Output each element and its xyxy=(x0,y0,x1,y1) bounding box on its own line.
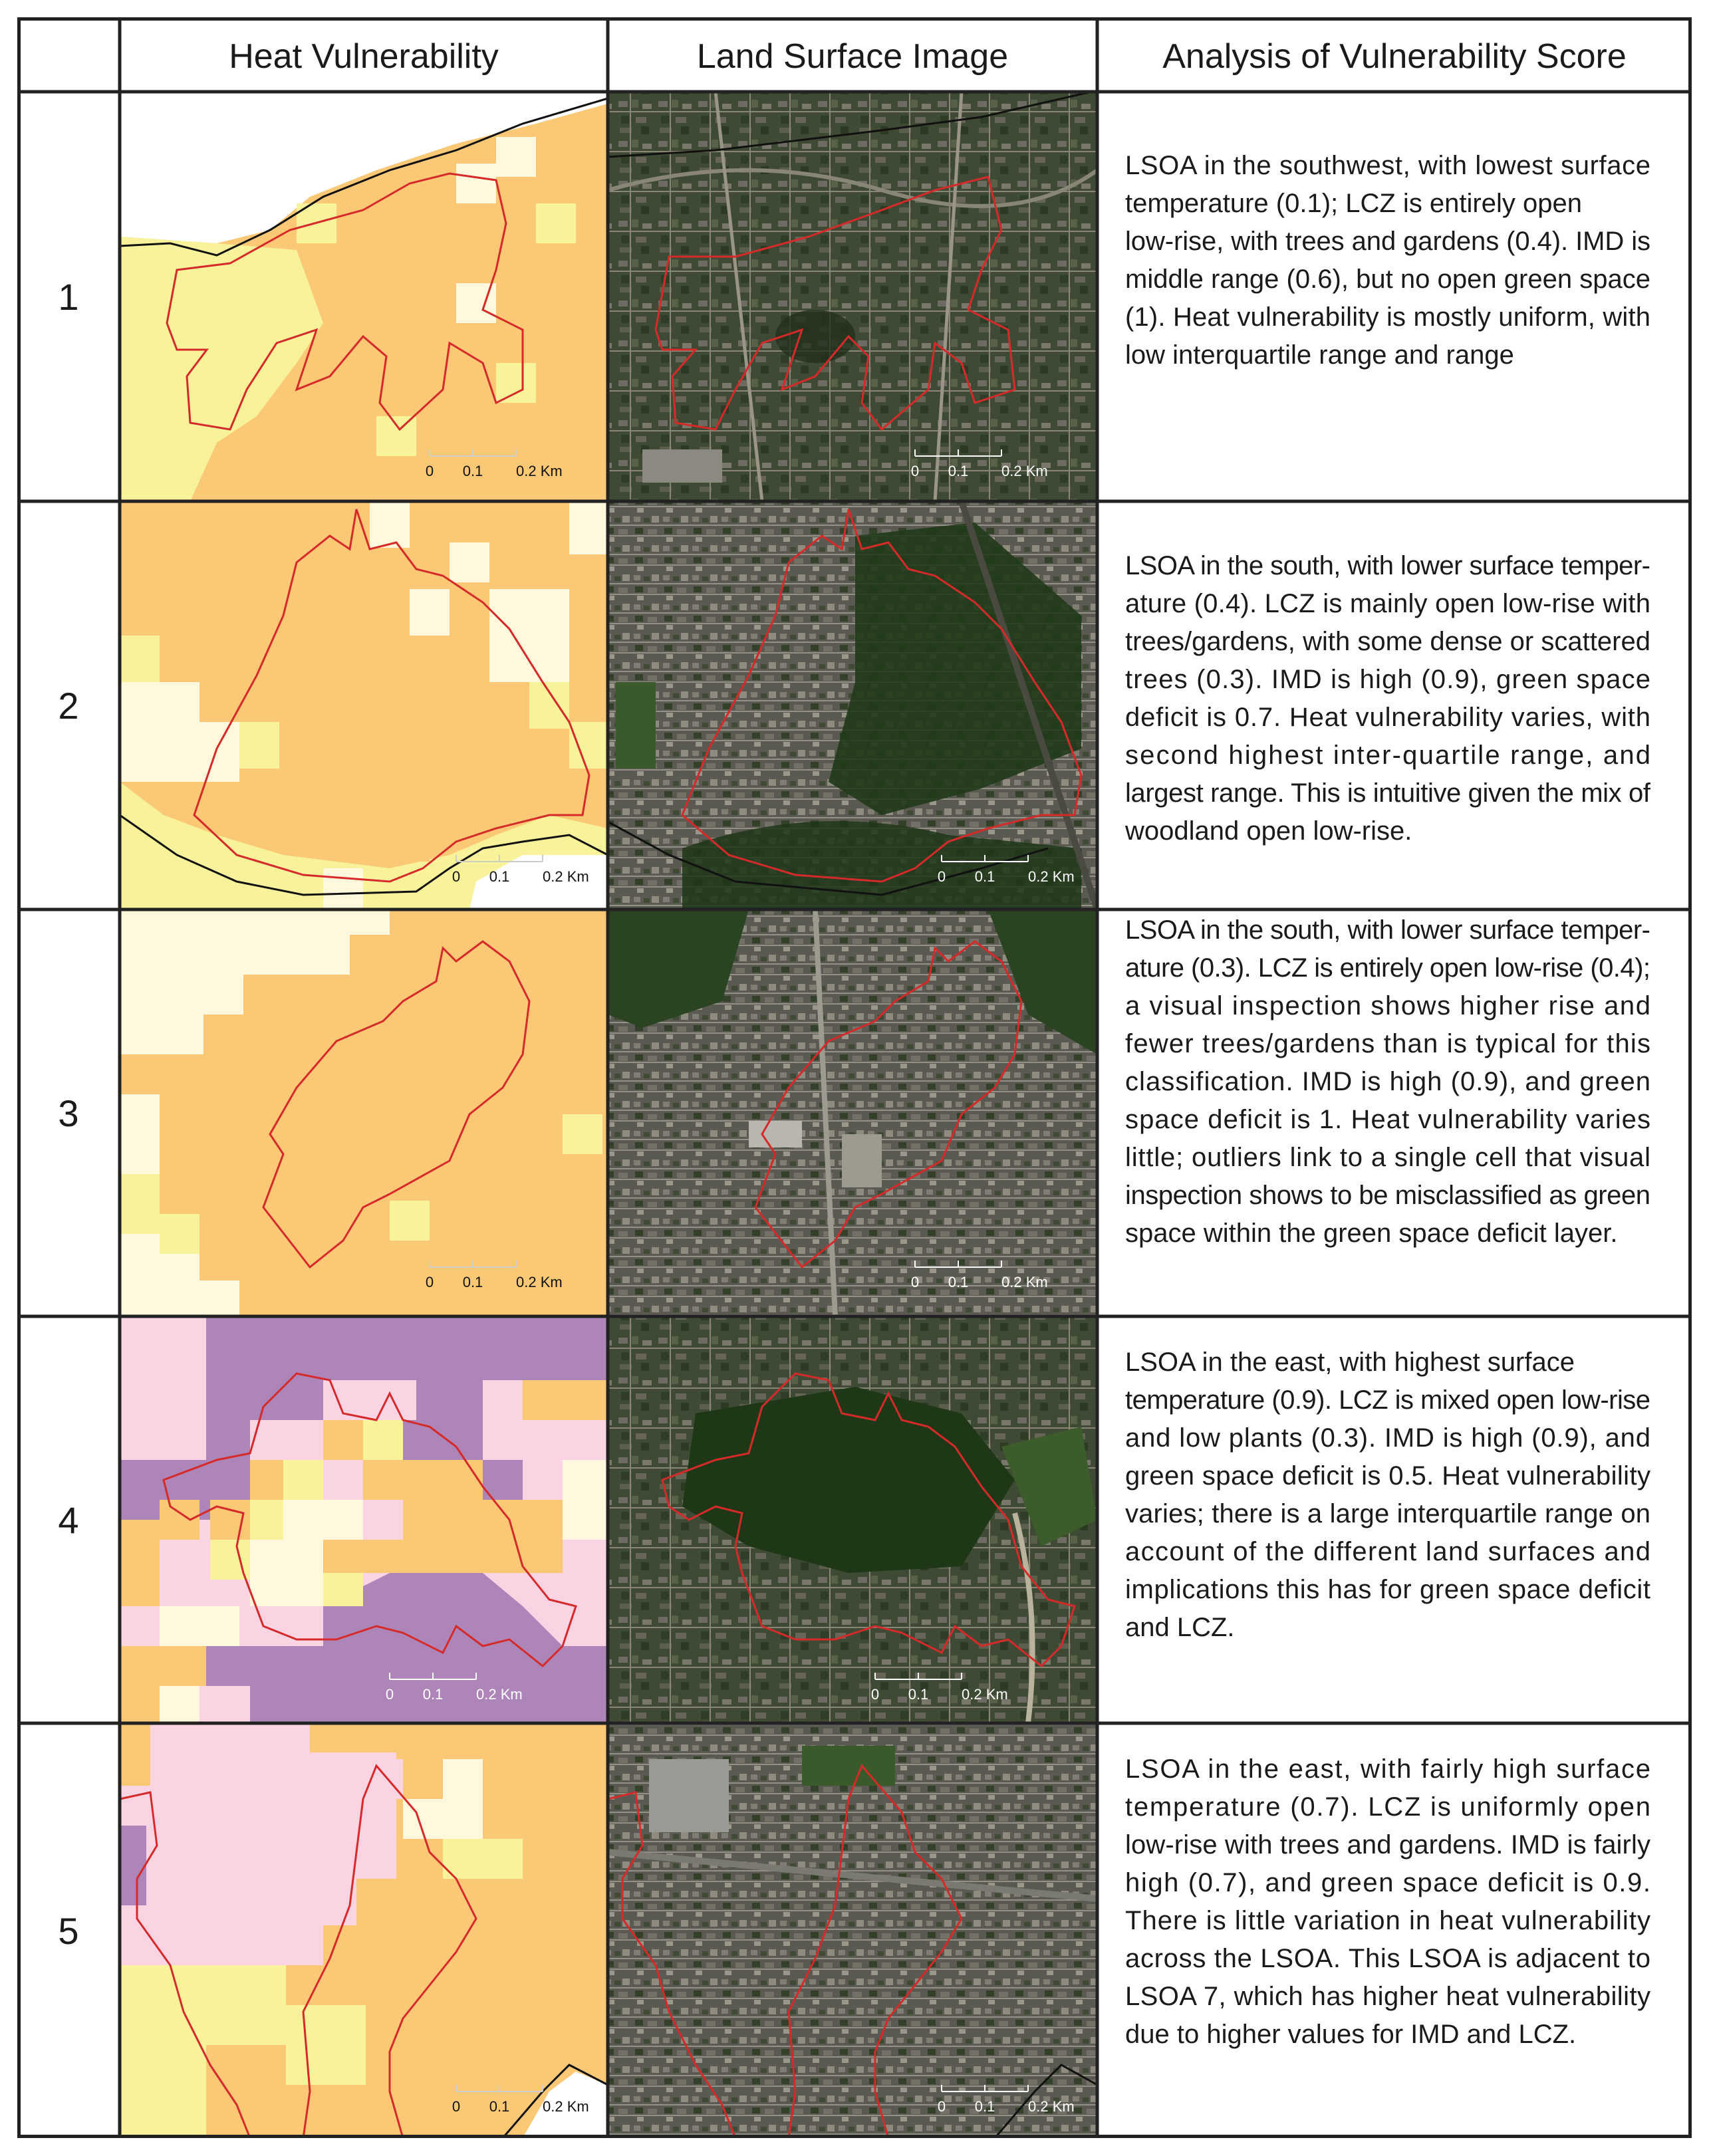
analysis-line: largest range. This is intuitive given the mix of xyxy=(1125,779,1650,808)
analysis-descriptions xyxy=(1124,151,1651,2049)
land-surface-image-2 xyxy=(608,501,1097,909)
heat-vulnerability-map-1 xyxy=(120,92,608,501)
land-surface-image-5 xyxy=(608,1723,1097,2138)
scale-label: 0.2 Km xyxy=(962,1686,1008,1703)
analysis-line: across the LSOA. This LSOA is adjacent to xyxy=(1125,1944,1650,1973)
analysis-line: space deficit is 1. Heat vulnerability varies xyxy=(1125,1105,1650,1134)
analysis-line: (1). Heat vulnerability is mostly uniform, with xyxy=(1125,302,1650,332)
analysis-line: space within the green space deficit layer. xyxy=(1125,1219,1618,1248)
header-analysis: Analysis of Vulnerability Score xyxy=(1162,37,1627,76)
scale-label: 0.2 Km xyxy=(516,1274,563,1290)
scale-label: 0.2 Km xyxy=(1028,868,1075,885)
scale-label: 0 xyxy=(937,868,946,885)
land-surface-image-1 xyxy=(608,90,1097,501)
scale-label: 0.1 xyxy=(462,1274,483,1290)
scale-label: 0.1 xyxy=(948,1274,969,1290)
scale-label: 0.2 Km xyxy=(1028,2098,1075,2115)
scale-label: 0.1 xyxy=(974,868,995,885)
analysis-line: little; outliers link to a single cell that visual xyxy=(1125,1143,1650,1172)
scale-label: 0.1 xyxy=(908,1686,929,1703)
comparison-table xyxy=(17,17,1692,2138)
analysis-line: LSOA 7, which has higher heat vulnerability xyxy=(1125,1982,1650,2011)
analysis-line: high (0.7), and green space deficit is 0.9. xyxy=(1125,1868,1650,1897)
row-number-2: 2 xyxy=(58,685,79,727)
scale-label: 0 xyxy=(425,463,434,479)
analysis-line: woodland open low-rise. xyxy=(1125,816,1412,846)
scale-label: 0.2 Km xyxy=(1001,1274,1048,1290)
analysis-line: temperature (0.7). LCZ is uniformly open xyxy=(1125,1792,1650,1822)
row-number-5: 5 xyxy=(58,1910,79,1952)
scale-label: 0.1 xyxy=(489,868,510,885)
analysis-line: varies; there is a large interquartile range on xyxy=(1125,1499,1650,1528)
scale-label: 0 xyxy=(910,1274,920,1290)
scale-label: 0.2 Km xyxy=(543,868,589,885)
heat-vulnerability-map-3 xyxy=(120,909,608,1316)
analysis-line: due to higher values for IMD and LCZ. xyxy=(1125,2020,1577,2049)
scale-label: 0 xyxy=(425,1274,434,1290)
scale-label: 0 xyxy=(870,1686,880,1703)
row-number-1: 1 xyxy=(58,276,79,318)
scale-label: 0.2 Km xyxy=(1001,463,1048,479)
heat-vulnerability-map-5 xyxy=(120,1723,608,2138)
header-heat-vulnerability: Heat Vulnerability xyxy=(229,37,499,76)
scale-label: 0.1 xyxy=(489,2098,510,2115)
analysis-line: green space deficit is 0.5. Heat vulnerability xyxy=(1125,1461,1650,1491)
analysis-line: a visual inspection shows higher rise and xyxy=(1125,991,1650,1020)
analysis-line: inspection shows to be misclassified as green xyxy=(1125,1181,1650,1210)
scale-label: 0.1 xyxy=(974,2098,995,2115)
row-number-4: 4 xyxy=(58,1499,79,1541)
scale-label: 0 xyxy=(452,868,461,885)
analysis-line: LSOA in the east, with fairly high surface xyxy=(1125,1754,1650,1784)
land-surface-image-3 xyxy=(608,909,1097,1316)
row-number-3: 3 xyxy=(58,1092,79,1134)
analysis-line: ature (0.4). LCZ is mainly open low-rise with xyxy=(1125,589,1650,618)
analysis-line: LSOA in the southwest, with lowest surface xyxy=(1125,151,1650,180)
scale-label: 0 xyxy=(385,1686,394,1703)
analysis-line: low interquartile range and range xyxy=(1125,340,1514,370)
analysis-line: fewer trees/gardens than is typical for this xyxy=(1125,1029,1650,1058)
analysis-line: classification. IMD is high (0.9), and green xyxy=(1125,1067,1650,1096)
analysis-line: ature (0.3). LCZ is entirely open low-rise (0.4); xyxy=(1125,953,1650,983)
analysis-line: LSOA in the east, with highest surface xyxy=(1125,1348,1575,1377)
analysis-line: and LCZ. xyxy=(1125,1613,1235,1642)
analysis-line: trees (0.3). IMD is high (0.9), green space xyxy=(1125,665,1650,694)
scale-label: 0.2 Km xyxy=(543,2098,589,2115)
analysis-line: low-rise, with trees and gardens (0.4). IMD is xyxy=(1125,227,1650,256)
heat-vulnerability-map-4 xyxy=(120,1316,608,1723)
analysis-line: LSOA in the south, with lower surface temper- xyxy=(1125,915,1650,945)
scale-label: 0.1 xyxy=(422,1686,444,1703)
analysis-line: LSOA in the south, with lower surface temper- xyxy=(1125,551,1650,580)
scale-label: 0 xyxy=(910,463,920,479)
scale-label: 0.2 Km xyxy=(516,463,563,479)
scale-label: 0.1 xyxy=(462,463,483,479)
scale-label: 0 xyxy=(937,2098,946,2115)
land-surface-image-4 xyxy=(608,1316,1097,1723)
analysis-line: implications this has for green space deficit xyxy=(1125,1575,1650,1604)
header-land-surface-image: Land Surface Image xyxy=(696,37,1009,76)
analysis-line: deficit is 0.7. Heat vulnerability varies, with xyxy=(1125,703,1650,732)
analysis-line: second highest inter-quartile range, and xyxy=(1125,741,1650,770)
analysis-line: low-rise with trees and gardens. IMD is fairly xyxy=(1125,1830,1650,1859)
heat-vulnerability-map-2 xyxy=(120,501,608,909)
analysis-line: There is little variation in heat vulnerability xyxy=(1125,1906,1650,1935)
scale-label: 0.1 xyxy=(948,463,969,479)
analysis-line: temperature (0.9). LCZ is mixed open low-rise xyxy=(1125,1385,1650,1415)
analysis-line: temperature (0.1); LCZ is entirely open xyxy=(1125,189,1582,218)
analysis-line: middle range (0.6), but no open green space xyxy=(1125,265,1650,294)
analysis-line: and low plants (0.3). IMD is high (0.9), and xyxy=(1125,1423,1650,1453)
scale-label: 0.2 Km xyxy=(476,1686,523,1703)
analysis-line: account of the different land surfaces and xyxy=(1125,1537,1650,1566)
scale-label: 0 xyxy=(452,2098,461,2115)
analysis-line: trees/gardens, with some dense or scattered xyxy=(1125,627,1650,656)
